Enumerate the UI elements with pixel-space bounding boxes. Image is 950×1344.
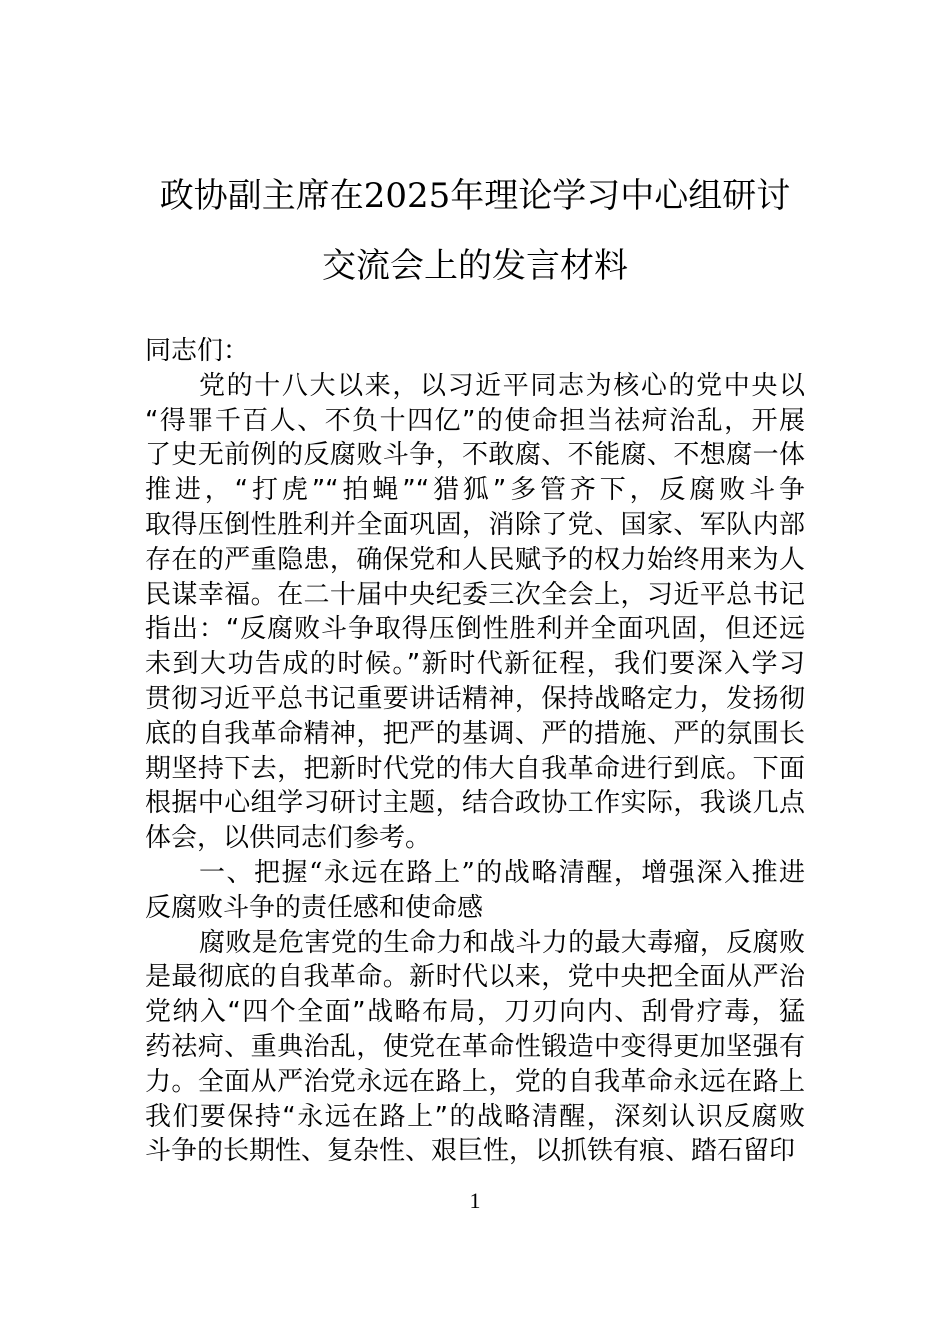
text-line: “得罪千百人、不负十四亿”的使命担当祛疴治乱，开展 xyxy=(145,405,805,436)
text-line: 我们要保持“永远在路上”的战略清醒，深刻认识反腐败 xyxy=(145,1101,805,1132)
text-line: 体会，以供同志们参考。 xyxy=(145,823,432,854)
paragraph xyxy=(145,926,805,1170)
paragraph xyxy=(145,369,805,856)
document-title-line-2: 交流会上的发言材料 xyxy=(322,246,628,286)
text-line: 贯彻习近平总书记重要讲话精神，保持战略定力，发扬彻 xyxy=(145,683,805,714)
text-line: 党的十八大以来，以习近平同志为核心的党中央以 xyxy=(199,370,805,401)
text-line: 推进，“打虎”“拍蝇”“猎狐”多管齐下，反腐败斗争 xyxy=(145,475,805,506)
text-line: 斗争的长期性、复杂性、艰巨性，以抓铁有痕、踏石留印 xyxy=(145,1136,796,1167)
text-line: 未到大功告成的时候。”新时代新征程，我们要深入学习 xyxy=(145,649,805,680)
section-heading xyxy=(145,856,805,926)
salutation xyxy=(145,334,805,369)
text-line: 是最彻底的自我革命。新时代以来，党中央把全面从严治 xyxy=(145,962,805,993)
text-line: 药祛疴、重典治乱，使党在革命性锻造中变得更加坚强有 xyxy=(145,1031,805,1062)
text-line: 腐败是危害党的生命力和战斗力的最大毒瘤，反腐败 xyxy=(199,927,805,958)
text-line: 存在的严重隐患，确保党和人民赋予的权力始终用来为人 xyxy=(145,544,805,575)
text-line: 根据中心组学习研讨主题，结合政协工作实际，我谈几点 xyxy=(145,788,805,819)
text-line: 期坚持下去，把新时代党的伟大自我革命进行到底。下面 xyxy=(145,753,805,784)
text-line: 了史无前例的反腐败斗争，不敢腐、不能腐、不想腐一体 xyxy=(145,440,805,471)
text-line: 一、把握“永远在路上”的战略清醒，增强深入推进 xyxy=(199,857,805,888)
text-line: 取得压倒性胜利并全面巩固，消除了党、国家、军队内部 xyxy=(145,509,805,540)
text-line: 力。全面从严治党永远在路上，党的自我革命永远在路上 xyxy=(145,1066,805,1097)
text-line: 底的自我革命精神，把严的基调、严的措施、严的氛围长 xyxy=(145,718,805,749)
document-body xyxy=(145,334,805,1169)
document-title-line-1: 政协副主席在2025年理论学习中心组研讨 xyxy=(159,176,791,216)
text-line: 民谋幸福。在二十届中央纪委三次全会上，习近平总书记 xyxy=(145,579,805,610)
text-line: 党纳入“四个全面”战略布局，刀刃向内、刮骨疗毒，猛 xyxy=(145,997,805,1028)
text-line: 同志们： xyxy=(145,336,250,366)
text-line: 反腐败斗争的责任感和使命感 xyxy=(145,892,484,923)
text-line: 指出：“反腐败斗争取得压倒性胜利并全面巩固，但还远 xyxy=(145,614,805,645)
page-number: 1 xyxy=(469,1188,481,1213)
